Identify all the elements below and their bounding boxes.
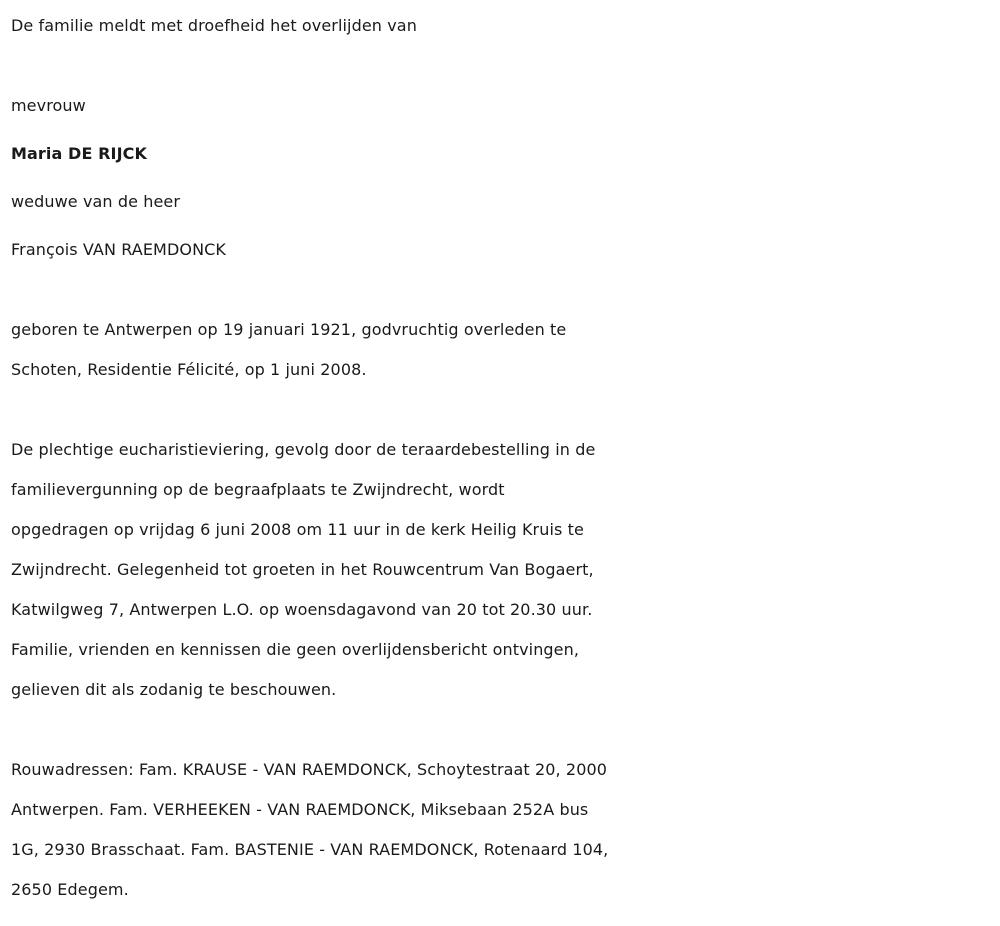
paragraph-line: Rouwadressen: Fam. KRAUSE - VAN RAEMDONCK, Schoytestraat 20, 2000: [11, 760, 608, 779]
ceremony-paragraph: [11, 430, 991, 710]
paragraph-line: gelieven dit als zodanig te beschouwen.: [11, 680, 337, 699]
spacer: [11, 46, 991, 86]
paragraph-line: Katwilgweg 7, Antwerpen L.O. op woensdagavond van 20 tot 20.30 uur.: [11, 600, 593, 619]
birth-death-paragraph: [11, 310, 991, 390]
spacer: [11, 710, 991, 750]
paragraph-line: familievergunning op de begraafplaats te Zwijndrecht, wordt: [11, 480, 505, 499]
spacer: [11, 270, 991, 310]
paragraph-line: Antwerpen. Fam. VERHEEKEN - VAN RAEMDONCK, Miksebaan 252A bus: [11, 800, 589, 819]
intro-text: De familie meldt met droefheid het overlijden van: [11, 16, 417, 35]
paragraph-line: Zwijndrecht. Gelegenheid tot groeten in het Rouwcentrum Van Bogaert,: [11, 560, 594, 579]
spacer: [11, 390, 991, 430]
paragraph-line: 1G, 2930 Brasschaat. Fam. BASTENIE - VAN RAEMDONCK, Rotenaard 104,: [11, 840, 609, 859]
relation-text: weduwe van de heer: [11, 192, 181, 211]
obituary-notice: [11, 6, 991, 910]
paragraph-line: Familie, vrienden en kennissen die geen overlijdensbericht ontvingen,: [11, 640, 580, 659]
paragraph-line: Schoten, Residentie Félicité, op 1 juni 2008.: [11, 360, 367, 379]
salutation: mevrouw: [11, 96, 86, 115]
paragraph-line: De plechtige eucharistieviering, gevolg door de teraardebestelling in de: [11, 440, 596, 459]
spouse-name: François VAN RAEMDONCK: [11, 240, 227, 259]
paragraph-line: geboren te Antwerpen op 19 januari 1921, godvruchtig overleden te: [11, 320, 567, 339]
deceased-name: Maria DE RIJCK: [11, 144, 148, 163]
paragraph-line: 2650 Edegem.: [11, 880, 129, 899]
addresses-paragraph: [11, 750, 991, 910]
paragraph-line: opgedragen op vrijdag 6 juni 2008 om 11 uur in de kerk Heilig Kruis te: [11, 520, 584, 539]
